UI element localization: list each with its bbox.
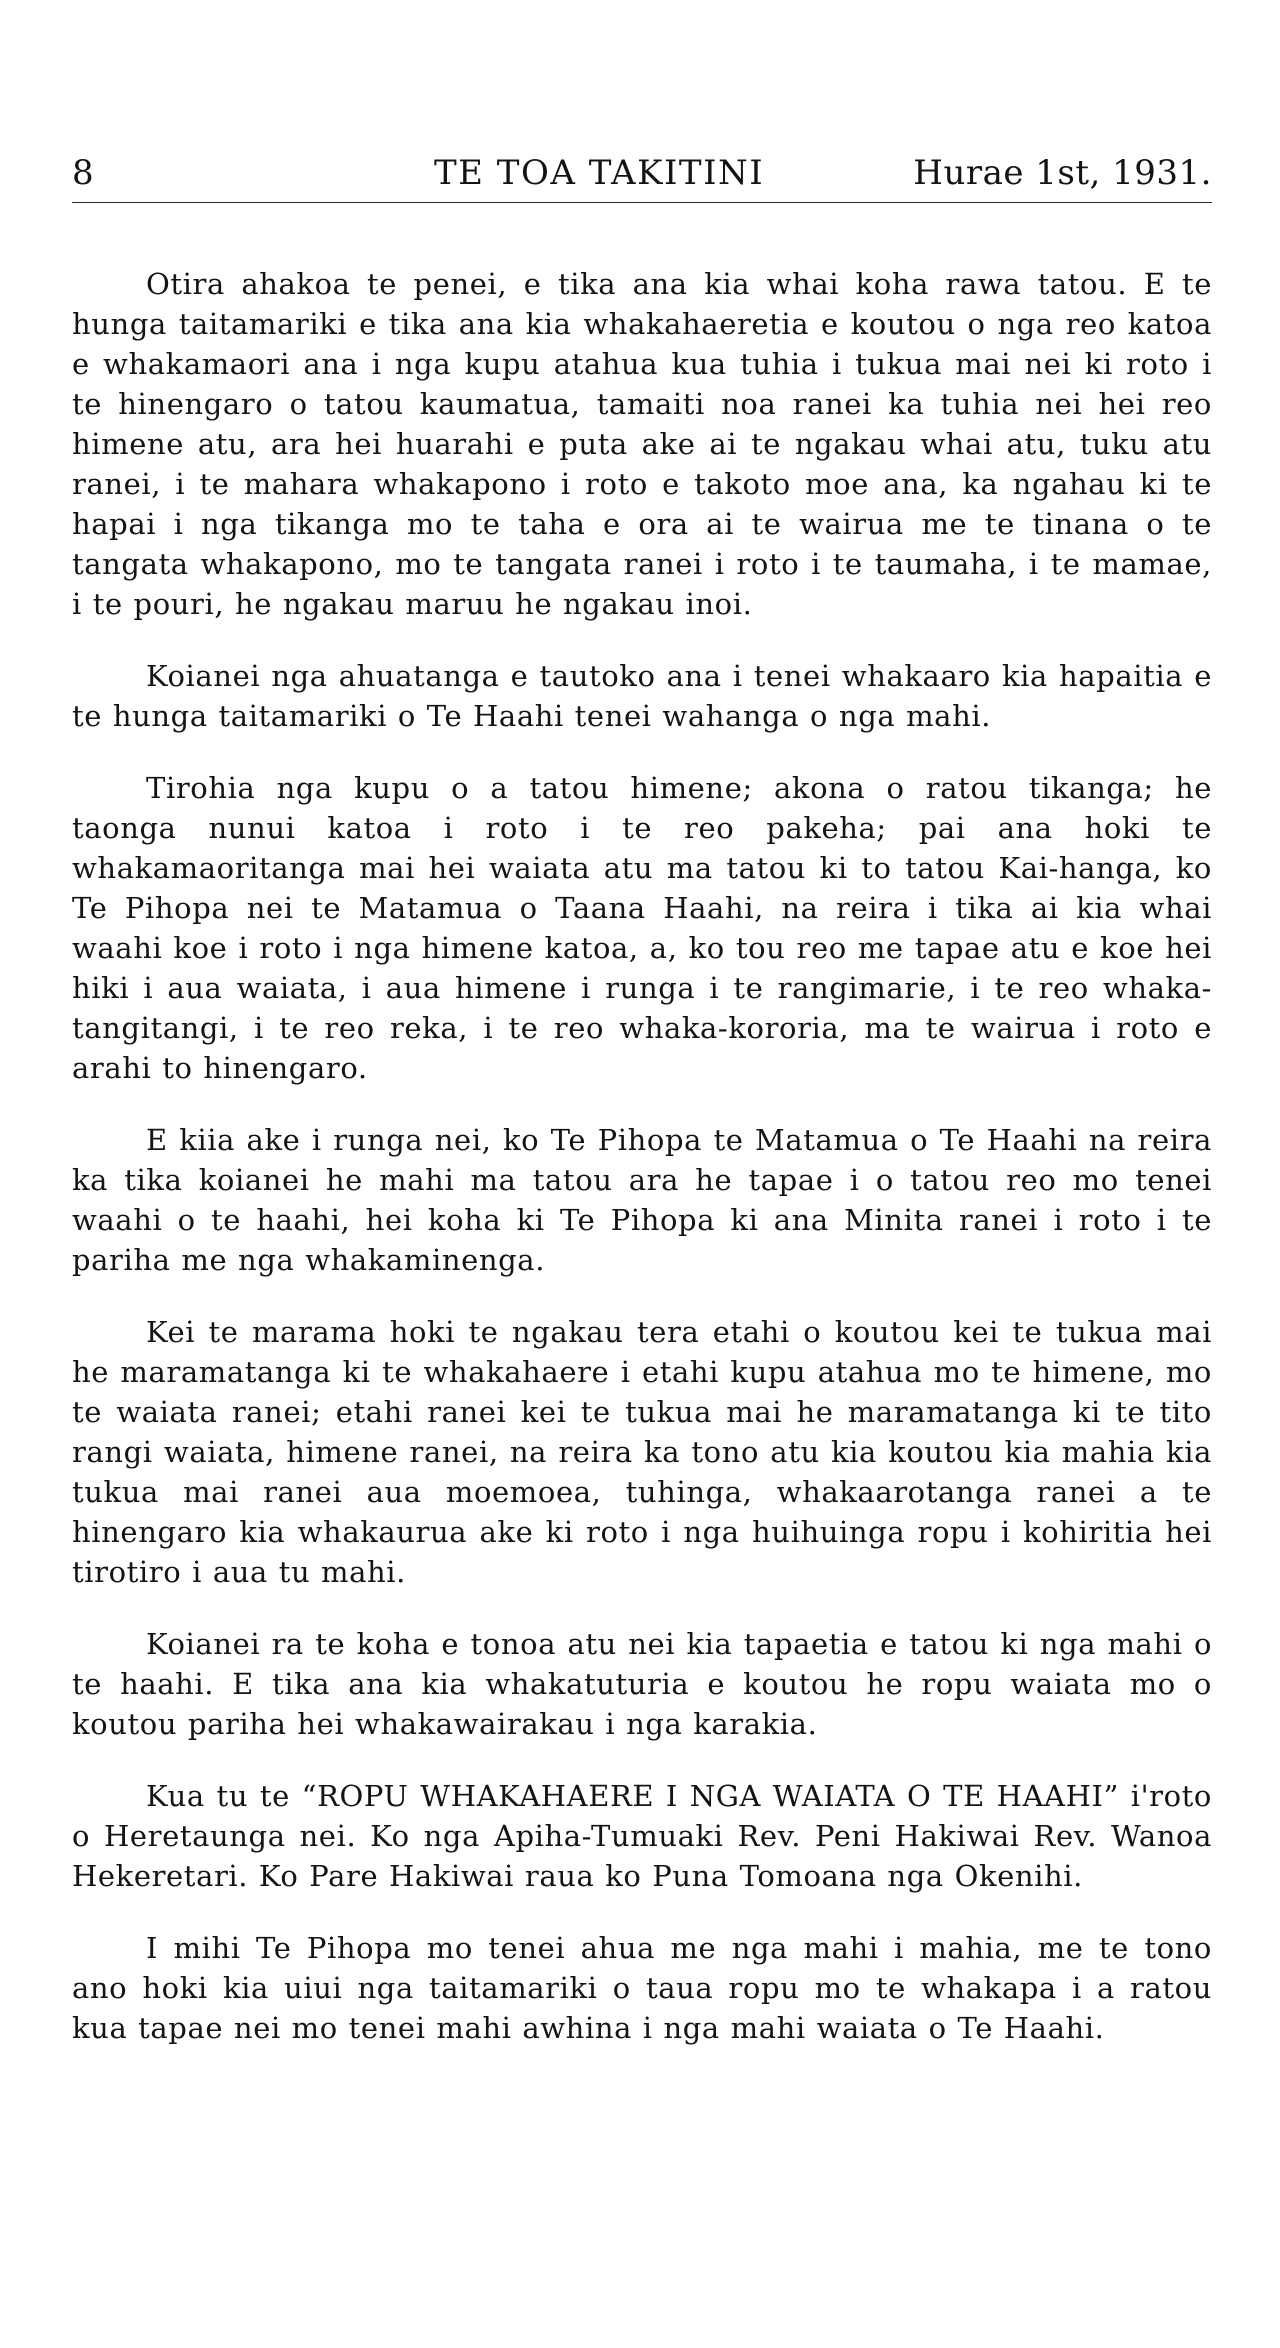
paragraph: Koianei nga ahuatanga e tautoko ana i tenei whakaaro kia hapaitia e te hunga taitamariki o Te Haahi tenei wahanga o nga mahi.	[72, 659, 1212, 733]
publication-title: TE TOA TAKITINI	[434, 153, 765, 193]
page-number: 8	[72, 153, 95, 193]
paragraph: Kei te marama hoki te ngakau tera etahi o koutou kei te tukua mai he maramatanga ki te whakahaere i etahi kupu atahua mo te himene, mo te waiata ranei; etahi ranei kei te tukua mai he maramatanga ki te tito rangi waiata, himene ranei, na reira ka tono atu kia koutou kia mahia kia tukua mai ranei aua moemoea, tuhinga, whakaarotanga ranei a te hinengaro kia whakaurua ake ki roto i nga huihuinga ropu i kohiritia hei tirotiro i aua tu mahi.	[72, 1315, 1212, 1589]
article-body	[72, 264, 1212, 2048]
paragraph: I mihi Te Pihopa mo tenei ahua me nga mahi i mahia, me te tono ano hoki kia uiui nga taitamariki o taua ropu mo te whakapa i a ratou kua tapae nei mo tenei mahi awhina i nga mahi waiata o Te Haahi.	[72, 1931, 1212, 2045]
header-rule	[72, 202, 1212, 203]
paragraph: Koianei ra te koha e tonoa atu nei kia tapaetia e tatou ki nga mahi o te haahi. E tika ana kia whakatuturia e koutou he ropu waiata mo o koutou pariha hei whakawairakau i nga karakia.	[72, 1627, 1212, 1741]
running-header	[72, 150, 1212, 196]
paragraph: Kua tu te “ROPU WHAKAHAERE I NGA WAIATA O TE HAAHI” i'roto o Heretaunga nei. Ko nga Apiha-Tumuaki Rev. Peni Hakiwai Rev. Wanoa Hekeretari. Ko Pare Hakiwai raua ko Puna Tomoana nga Okenihi.	[72, 1779, 1212, 1893]
paragraph: E kiia ake i runga nei, ko Te Pihopa te Matamua o Te Haahi na reira ka tika koianei he mahi ma tatou ara he tapae i o tatou reo mo tenei waahi o te haahi, hei koha ki Te Pihopa ki ana Minita ranei i roto i te pariha me nga whakaminenga.	[72, 1123, 1212, 1277]
paragraph: Otira ahakoa te penei, e tika ana kia whai koha rawa tatou. E te hunga taitamariki e tika ana kia whakahaeretia e koutou o nga reo katoa e whakamaori ana i nga kupu atahua kua tuhia i tukua mai nei ki roto i te hinengaro o tatou kaumatua, tamaiti noa ranei ka tuhia nei hei reo himene atu, ara hei huarahi e puta ake ai te ngakau whai atu, tuku atu ranei, i te mahara whakapono i roto e takoto moe ana, ka ngahau ki te hapai i nga tikanga mo te taha e ora ai te wairua me te tinana o te tangata whakapono, mo te tangata ranei i roto i te taumaha, i te mamae, i te pouri, he ngakau maruu he ngakau inoi.	[72, 267, 1212, 621]
page	[72, 150, 1212, 2080]
issue-date: Hurae 1st, 1931.	[913, 153, 1212, 193]
paragraph: Tirohia nga kupu o a tatou himene; akona o ratou tikanga; he taonga nunui katoa i roto i te reo pakeha; pai ana hoki te whakamaoritanga mai hei waiata atu ma tatou ki to tatou Kai-hanga, ko Te Pihopa nei te Matamua o Taana Haahi, na reira i tika ai kia whai waahi koe i roto i nga himene katoa, a, ko tou reo me tapae atu e koe hei hiki i aua waiata, i aua himene i runga i te rangimarie, i te reo whaka-tangitangi, i te reo reka, i te reo whaka-kororia, ma te wairua i roto e arahi to hinengaro.	[72, 771, 1212, 1085]
